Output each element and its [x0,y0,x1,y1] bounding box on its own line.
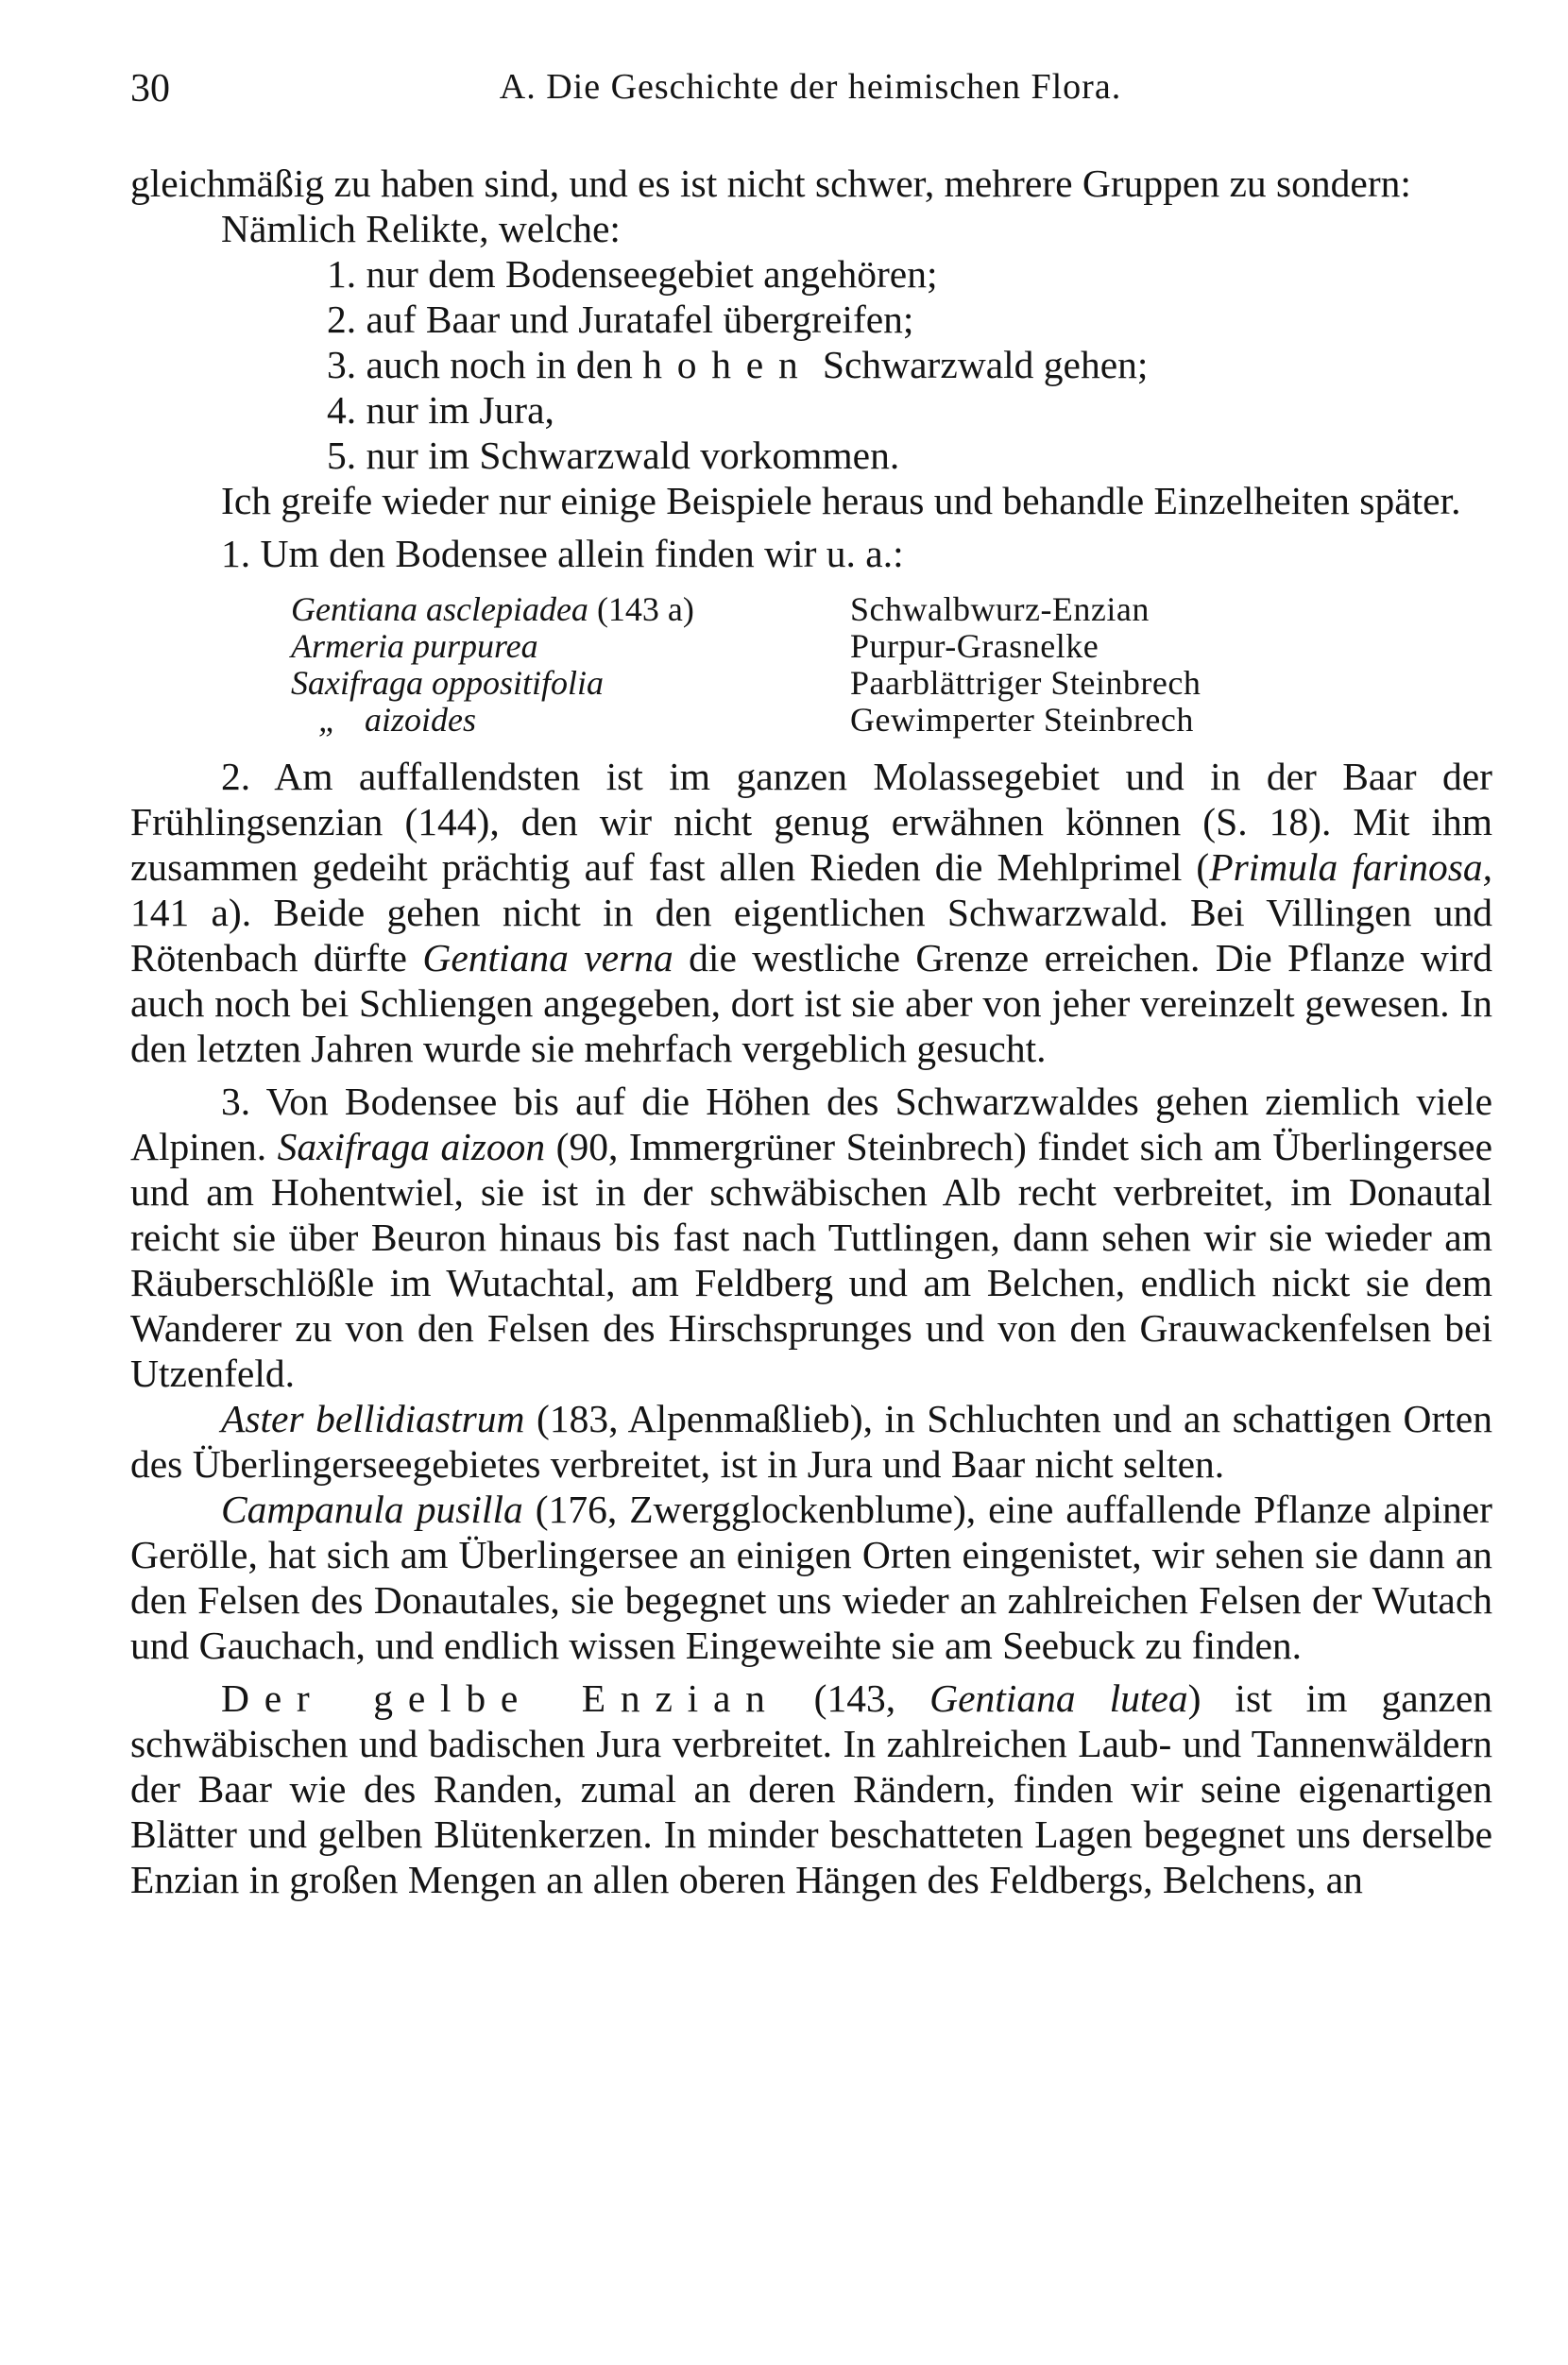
latin-name: aizoides [365,701,477,739]
section1-intro: 1. Um den Bodensee allein finden wir u. a.: [221,532,904,575]
list-item: 4. nur im Jura, [327,388,554,432]
page-header [130,66,1491,123]
relict-groups-list [130,251,1492,478]
section3-paragraph: 3. Von Bodensee bis auf die Höhen des Schwarzwaldes gehen ziemlich viele Alpinen. Saxifraga aizoon (90, Immergrüner Steinbrech) findet sich am Überlingersee und am Hohentwiel, sie ist in der schwäbischen Alb recht verbreitet, im Donautal reicht sie über Beuron hinaus bis fast nach Tuttlingen, dann sehen wir sie wieder am Räuberschlößle im Wutachtal, am Feldberg und am Belchen, endlich nickt sie dem Wanderer zu von den Felsen des Hirschsprunges und von den Grauwackenfelsen bei Utzenfeld. [130,1080,1493,1395]
intro-paragraph: gleichmäßig zu haben sind, und es ist nicht schwer, mehrere Gruppen zu sondern: [130,162,1411,205]
page-body [130,161,1492,1902]
figure-ref: (143 a) [596,590,694,628]
section2-paragraph: 2. Am auffallendsten ist im ganzen Molassegebiet und in der Baar der Frühlingsenzian (144), den wir nicht genug erwähnen können (S. 18). Mit ihm zusammen gedeiht prächtig auf fast allen Rieden die Mehlprimel (Primula farinosa, 141 a). Beide gehen nicht in den eigentlichen Schwarzwald. Bei Villingen und Rötenbach dürfte Gentiana verna die westliche Grenze erreichen. Die Pflanze wird auch noch bei Schliengen angegeben, dort ist sie aber von jeher vereinzelt gewesen. In den letzten Jahren wurde sie mehrfach vergeblich gesucht. [130,755,1492,1070]
table-row [291,628,1406,665]
latin-name: Gentiana asclepiadea [291,590,588,628]
table-row [291,665,1406,702]
groups-intro: Nämlich Relikte, welche: [221,207,621,250]
ditto-mark: „ [317,701,338,739]
latin-name: Saxifraga oppositifolia [291,664,605,702]
list-item: 3. auch noch in den hohen Schwarzwald gehen; [327,343,1149,386]
list-item: 2. auf Baar und Juratafel übergreifen; [327,298,914,341]
german-name: Paarblättriger Steinbrech [850,664,1202,702]
list-item: 5. nur im Schwarzwald vorkommen. [327,434,900,477]
latin-name: Armeria purpurea [291,627,538,665]
aster-paragraph: Aster bellidiastrum (183, Alpenmaßlieb), in Schluchten und an schattigen Orten des Überlingerseegebietes verbreitet, ist in Jura und Baar nicht selten. [130,1397,1492,1486]
list-item: 1. nur dem Bodenseegebiet angehören; [327,252,938,296]
german-name: Purpur-Grasnelke [850,627,1099,665]
gentian-paragraph: Der gelbe Enzian (143, Gentiana lutea) ist im ganzen schwäbischen und badischen Jura verbreitet. In zahlreichen Laub- und Tannenwäldern der Baar wie des Randen, zumal an deren Rändern, finden wir seine eigenartigen Blätter und gelben Blütenkerzen. In minder beschatteten Lagen begegnet uns derselbe Enzian in großen Mengen an allen oberen Hängen des Feldbergs, Belchens, an [130,1676,1492,1901]
examples-note: Ich greife wieder nur einige Beispiele heraus und behandle Einzelheiten später. [221,479,1461,522]
running-title: A. Die Geschichte der heimischen Flora. [499,67,1122,107]
table-row [291,702,1406,739]
species-table [291,591,1406,739]
german-name: Gewimperter Steinbrech [850,701,1194,739]
table-row [291,591,1406,628]
german-name: Schwalbwurz-Enzian [850,590,1150,628]
campanula-paragraph: Campanula pusilla (176, Zwergglockenblume), eine auffallende Pflanze alpiner Gerölle, hat sich am Überlingersee an einigen Orten eingenistet, wir sehen sie dann an den Felsen des Donautales, sie begegnet uns wieder an zahlreichen Felsen der Wutach und Gauchach, und endlich wissen Eingeweihte sie am Seebuck zu finden. [130,1488,1492,1667]
page-number: 30 [130,67,170,111]
